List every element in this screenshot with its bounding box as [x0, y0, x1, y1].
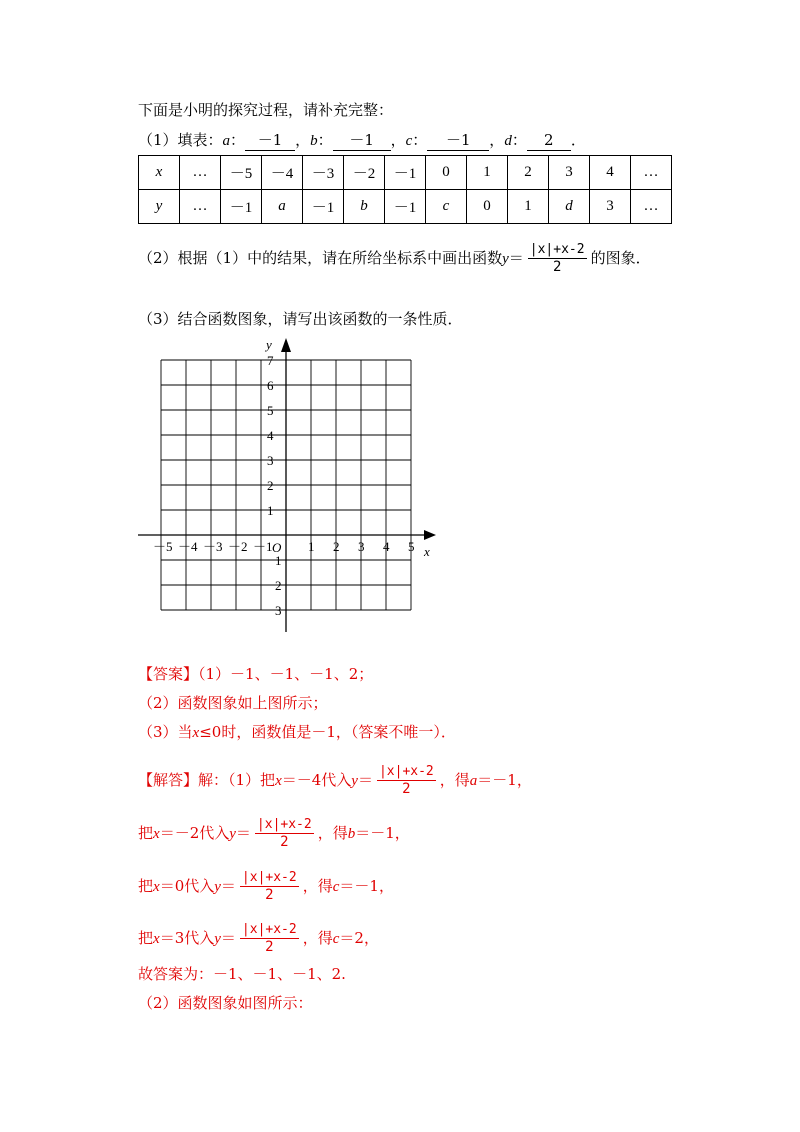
- separator: ，: [390, 131, 406, 149]
- y-var: y: [214, 931, 221, 947]
- y-tick-label: 4: [267, 428, 274, 443]
- table-cell: [344, 190, 385, 224]
- fraction-denominator: 2: [265, 939, 274, 955]
- substitution: ＝－4代入: [281, 771, 352, 789]
- y-tick-label: 1: [267, 503, 274, 518]
- table-cell: －2: [344, 156, 385, 190]
- solution-pre: 把: [138, 877, 154, 895]
- table-cell: －5: [221, 156, 262, 190]
- y-tick-label: 3: [267, 453, 274, 468]
- answer-3-tail: ≤0时，函数值是－1，（答案不唯一）．: [199, 723, 456, 741]
- answer-3-lead: （3）当: [138, 723, 193, 741]
- substitution: ＝3代入: [159, 929, 215, 947]
- fraction-numerator: |x|+x-2: [241, 922, 297, 937]
- table-cell: …: [631, 190, 672, 224]
- solution-pre: 把: [138, 929, 154, 947]
- fraction-numerator: |x|+x-2: [529, 242, 585, 257]
- c-label: c: [405, 133, 413, 149]
- equals: ＝: [220, 877, 236, 895]
- cell-d: d: [565, 198, 573, 214]
- table-cell: [262, 190, 303, 224]
- table-cell: 3: [549, 156, 590, 190]
- result-var: a: [469, 773, 478, 789]
- fraction-denominator: 2: [280, 834, 289, 850]
- period: ．: [570, 131, 586, 149]
- solution-pre: 把: [138, 824, 154, 842]
- function-fraction: [240, 870, 299, 904]
- answer-line-1: [138, 664, 373, 684]
- colon: ：: [511, 131, 527, 149]
- x-tick-label: －5: [153, 539, 173, 554]
- fraction-denominator: 2: [265, 887, 274, 903]
- y-tick-labels: [262, 353, 282, 618]
- result-value: ＝－1，: [339, 877, 394, 895]
- answer-blank-c: －1: [427, 130, 489, 151]
- answer-blank-d: 2: [527, 130, 571, 151]
- x-var: x: [153, 879, 160, 895]
- answer-blank-b: －1: [333, 130, 391, 151]
- x-tick-label: －2: [228, 539, 248, 554]
- x-tick-label: －1: [253, 539, 273, 554]
- table-cell: －3: [303, 156, 344, 190]
- table-cell: 1: [467, 156, 508, 190]
- table-cell: …: [180, 156, 221, 190]
- x-tick-label: 2: [333, 539, 340, 554]
- solution-line-4: [138, 916, 379, 961]
- y-tick-label: －1: [262, 553, 282, 568]
- colon: ：: [412, 131, 428, 149]
- value-table: [138, 155, 672, 224]
- function-fraction: [255, 817, 314, 851]
- x-var: x: [153, 826, 160, 842]
- cell-c: c: [442, 198, 450, 214]
- table-cell: [139, 156, 180, 190]
- table-cell: －4: [262, 156, 303, 190]
- equals: ＝: [508, 249, 524, 267]
- result-text: ，得: [302, 877, 333, 895]
- function-fraction: [240, 922, 299, 956]
- equals: ＝: [220, 929, 236, 947]
- x-var: x: [192, 725, 200, 741]
- table-cell: 1: [508, 190, 549, 224]
- y-tick-label: 6: [267, 378, 274, 393]
- x-axis-arrow: [424, 530, 436, 540]
- table-cell: [549, 190, 590, 224]
- result-var: b: [347, 826, 356, 842]
- y-var: y: [229, 826, 236, 842]
- x-tick-label: －4: [178, 539, 198, 554]
- y-var: y: [351, 773, 358, 789]
- x-tick-label: －3: [203, 539, 223, 554]
- answer-tag: 【答案】: [138, 665, 199, 683]
- q2-text: （2）根据（1）中的结果，请在所给坐标系中画出函数: [138, 249, 503, 267]
- table-cell: …: [180, 190, 221, 224]
- separator: ，: [295, 131, 311, 149]
- x-tick-labels: [153, 539, 415, 554]
- q2-tail: 的图象．: [590, 249, 651, 267]
- solution-line-1: [138, 758, 532, 803]
- table-cell: 3: [590, 190, 631, 224]
- function-fraction: [377, 764, 436, 798]
- fraction-numerator: |x|+x-2: [378, 764, 434, 779]
- x-axis-label: x: [424, 544, 430, 559]
- table-row-y: [139, 190, 672, 224]
- fraction-numerator: |x|+x-2: [241, 870, 297, 885]
- d-label: d: [504, 133, 512, 149]
- y-axis-label: y: [266, 337, 272, 352]
- table-cell: 0: [426, 156, 467, 190]
- fraction-numerator: |x|+x-2: [256, 817, 312, 832]
- colon: ：: [317, 131, 333, 149]
- table-cell: －1: [303, 190, 344, 224]
- cell-a: a: [278, 198, 286, 214]
- y-header: y: [155, 198, 163, 214]
- answer-part-1: （1）－1、－1、－1、2；: [198, 665, 374, 683]
- question-2: [138, 240, 651, 277]
- y-tick-label: －3: [262, 603, 282, 618]
- table-cell: [426, 190, 467, 224]
- origin-label: O: [272, 540, 282, 555]
- result-text: ，得: [302, 929, 333, 947]
- separator: ，: [489, 131, 505, 149]
- table-cell: …: [631, 156, 672, 190]
- equals: ＝: [357, 771, 373, 789]
- table-cell: 4: [590, 156, 631, 190]
- x-header: x: [155, 164, 163, 180]
- question-3: （3）结合函数图象，请写出该函数的一条性质．: [138, 310, 463, 328]
- b-label: b: [310, 133, 318, 149]
- table-cell: 2: [508, 156, 549, 190]
- intro-text: 下面是小明的探究过程，请补充完整：: [138, 101, 394, 119]
- substitution: ＝－2代入: [159, 824, 230, 842]
- x-var: x: [153, 931, 160, 947]
- answer-line-2: （2）函数图象如上图所示；: [138, 694, 328, 712]
- result-value: ＝2，: [339, 929, 379, 947]
- result-text: ，得: [317, 824, 348, 842]
- x-tick-label: 4: [383, 539, 390, 554]
- result-value: ＝－1，: [355, 824, 410, 842]
- y-var: y: [214, 879, 221, 895]
- y-tick-label: 5: [267, 403, 274, 418]
- result-var: c: [332, 931, 340, 947]
- table-cell: 0: [467, 190, 508, 224]
- table-cell: －1: [385, 156, 426, 190]
- answer-blank-a: －1: [245, 130, 295, 151]
- fraction-denominator: 2: [402, 781, 411, 797]
- fraction-denominator: 2: [552, 259, 562, 275]
- table-cell: [139, 190, 180, 224]
- a-label: a: [222, 133, 231, 149]
- result-var: c: [332, 879, 340, 895]
- solution-final: 故答案为：－1、－1、－1、2.: [138, 965, 346, 983]
- x-tick-label: 1: [308, 539, 315, 554]
- function-fraction: [528, 242, 587, 276]
- solution-line-2: [138, 811, 410, 856]
- solution-lead: 解：（1）把: [198, 771, 276, 789]
- substitution: ＝0代入: [159, 877, 215, 895]
- y-tick-label: －2: [262, 578, 282, 593]
- y-tick-label: 7: [267, 353, 274, 368]
- table-cell: －1: [221, 190, 262, 224]
- y-axis-arrow: [281, 338, 291, 352]
- x-tick-label: 5: [408, 539, 415, 554]
- q1-label: （1）填表：: [138, 131, 223, 149]
- y-tick-label: 2: [267, 478, 274, 493]
- x-var: x: [275, 773, 282, 789]
- table-cell: －1: [385, 190, 426, 224]
- solution-line-3: [138, 864, 394, 909]
- equals: ＝: [235, 824, 251, 842]
- cell-b: b: [360, 198, 368, 214]
- solution-tag: 【解答】: [138, 771, 199, 789]
- y-var: y: [502, 251, 509, 267]
- coordinate-grid: [128, 330, 448, 640]
- answer-line-3: [138, 722, 456, 743]
- colon: ：: [230, 131, 246, 149]
- question-1: [138, 130, 586, 151]
- result-text: ，得: [439, 771, 470, 789]
- solution-part-2: （2）函数图象如图所示：: [138, 994, 313, 1012]
- x-tick-label: 3: [358, 539, 365, 554]
- result-value: ＝－1，: [477, 771, 532, 789]
- table-row-x: [139, 156, 672, 190]
